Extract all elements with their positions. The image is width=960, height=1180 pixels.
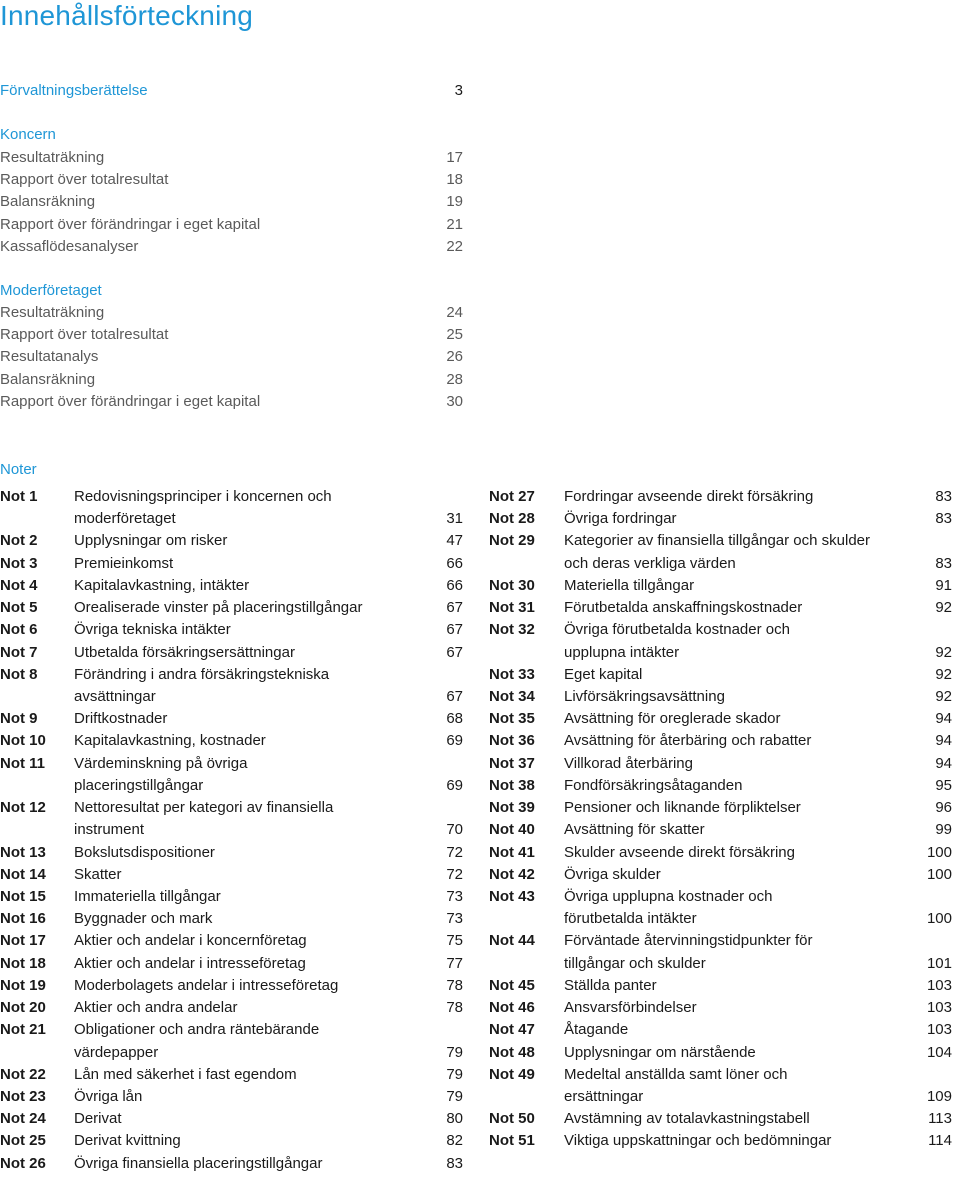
note-page: 94 bbox=[935, 710, 952, 728]
note-page: 91 bbox=[935, 576, 952, 594]
note-number: Not 41 bbox=[489, 843, 535, 861]
note-title-cont[interactable]: tillgångar och skulder bbox=[564, 954, 706, 972]
note-number: Not 13 bbox=[0, 843, 46, 861]
note-title[interactable]: Övriga skulder bbox=[564, 865, 661, 883]
note-number: Not 50 bbox=[489, 1110, 535, 1128]
note-number: Not 24 bbox=[0, 1110, 46, 1128]
toc-forvaltning-page: 3 bbox=[454, 82, 463, 99]
toc-item-page: 25 bbox=[446, 326, 463, 344]
note-title[interactable]: Kapitalavkastning, intäkter bbox=[74, 576, 250, 594]
note-title[interactable]: Livförsäkringsavsättning bbox=[564, 687, 725, 705]
note-page: 75 bbox=[446, 932, 463, 950]
note-title[interactable]: Övriga upplupna kostnader och bbox=[564, 887, 773, 905]
section-heading-moder: Moderföretaget bbox=[0, 282, 102, 299]
note-number: Not 11 bbox=[0, 754, 46, 772]
note-title[interactable]: Premieinkomst bbox=[74, 554, 174, 572]
toc-item-label[interactable]: Balansräkning bbox=[0, 193, 96, 211]
note-number: Not 43 bbox=[489, 887, 535, 905]
toc-item-label[interactable]: Rapport över förändringar i eget kapital bbox=[0, 215, 261, 233]
note-number: Not 40 bbox=[489, 821, 535, 839]
note-title[interactable]: Moderbolagets andelar i intresseföretag bbox=[74, 976, 339, 994]
note-title[interactable]: Förväntade återvinningstidpunkter för bbox=[564, 932, 813, 950]
note-title[interactable]: Aktier och andra andelar bbox=[74, 999, 238, 1017]
note-title-cont[interactable]: ersättningar bbox=[564, 1087, 644, 1105]
note-number: Not 23 bbox=[0, 1087, 46, 1105]
note-page: 100 bbox=[926, 910, 952, 928]
note-page: 94 bbox=[935, 732, 952, 750]
note-title[interactable]: Redovisningsprinciper i koncernen och bbox=[74, 488, 332, 505]
note-number: Not 34 bbox=[489, 687, 535, 705]
section-heading-noter: Noter bbox=[0, 461, 37, 478]
note-title[interactable]: Avsättning för skatter bbox=[564, 821, 705, 839]
note-number: Not 6 bbox=[0, 621, 38, 639]
note-page: 95 bbox=[935, 776, 952, 794]
note-title[interactable]: Avstämning av totalavkastningstabell bbox=[564, 1110, 810, 1128]
note-title[interactable]: Övriga finansiella placeringstillgångar bbox=[74, 1154, 323, 1172]
note-page: 92 bbox=[935, 599, 952, 617]
note-title[interactable]: Nettoresultat per kategori av finansiella bbox=[74, 799, 334, 817]
note-number: Not 39 bbox=[489, 799, 535, 817]
note-number: Not 29 bbox=[489, 532, 535, 550]
note-number: Not 32 bbox=[489, 621, 535, 639]
note-number: Not 9 bbox=[0, 710, 38, 728]
toc-item-label[interactable]: Kassaflödesanalyser bbox=[0, 237, 139, 255]
note-page: 83 bbox=[446, 1154, 463, 1172]
note-title[interactable]: Eget kapital bbox=[564, 665, 643, 683]
note-page: 68 bbox=[446, 710, 463, 728]
note-number: Not 30 bbox=[489, 576, 535, 594]
toc-item-page: 30 bbox=[446, 392, 463, 410]
note-title[interactable]: Förändring i andra försäkringstekniska bbox=[74, 665, 330, 683]
note-title[interactable]: Övriga fordringar bbox=[564, 510, 677, 528]
note-page: 99 bbox=[935, 821, 952, 839]
note-page: 82 bbox=[446, 1132, 463, 1150]
note-number: Not 19 bbox=[0, 976, 46, 994]
note-number: Not 20 bbox=[0, 999, 46, 1017]
note-page: 78 bbox=[446, 976, 463, 994]
note-number: Not 45 bbox=[489, 976, 535, 994]
note-page: 92 bbox=[935, 687, 952, 705]
toc-item-label[interactable]: Resultaträkning bbox=[0, 149, 105, 166]
note-title[interactable]: Medeltal anställda samt löner och bbox=[564, 1065, 788, 1083]
note-page: 109 bbox=[926, 1087, 952, 1105]
page-title: Innehållsförteckning bbox=[0, 0, 254, 31]
toc-item-label[interactable]: Balansräkning bbox=[0, 370, 96, 388]
note-number: Not 15 bbox=[0, 887, 46, 905]
note-title[interactable]: Byggnader och mark bbox=[74, 910, 213, 928]
toc-item-label[interactable]: Rapport över totalresultat bbox=[0, 326, 169, 344]
note-page: 100 bbox=[926, 843, 952, 861]
note-number: Not 2 bbox=[0, 532, 38, 550]
note-page: 79 bbox=[446, 1087, 463, 1105]
note-title[interactable]: Upplysningar om närstående bbox=[564, 1043, 756, 1061]
note-number: Not 21 bbox=[0, 1021, 46, 1039]
toc-item-label[interactable]: Resultatanalys bbox=[0, 348, 99, 366]
note-title[interactable]: Kapitalavkastning, kostnader bbox=[74, 732, 266, 750]
note-number: Not 12 bbox=[0, 799, 46, 817]
toc-item-page: 21 bbox=[446, 215, 463, 233]
note-title[interactable]: Viktiga uppskattningar och bedömningar bbox=[564, 1132, 832, 1150]
note-page: 79 bbox=[446, 1065, 463, 1083]
note-page: 72 bbox=[446, 843, 463, 861]
note-number: Not 14 bbox=[0, 865, 46, 883]
note-page: 100 bbox=[926, 865, 952, 883]
note-page: 67 bbox=[446, 643, 463, 661]
note-title[interactable]: Avsättning för oreglerade skador bbox=[564, 710, 781, 728]
note-title[interactable]: Skulder avseende direkt försäkring bbox=[564, 843, 795, 861]
note-number: Not 33 bbox=[489, 665, 535, 683]
toc-item-page: 28 bbox=[446, 370, 463, 388]
note-page: 67 bbox=[446, 599, 463, 617]
note-title[interactable]: Immateriella tillgångar bbox=[74, 887, 221, 905]
toc-item-page: 17 bbox=[446, 149, 463, 166]
note-number: Not 17 bbox=[0, 932, 46, 950]
note-page: 67 bbox=[446, 687, 463, 705]
note-title[interactable]: Lån med säkerhet i fast egendom bbox=[74, 1065, 297, 1083]
note-number: Not 44 bbox=[489, 932, 535, 950]
toc-forvaltning-label[interactable]: Förvaltningsberättelse bbox=[0, 82, 148, 99]
note-title-cont[interactable]: moderföretaget bbox=[74, 510, 176, 528]
note-page: 113 bbox=[928, 1110, 952, 1128]
note-title[interactable]: Värdeminskning på övriga bbox=[74, 754, 248, 772]
note-number: Not 18 bbox=[0, 954, 46, 972]
note-number: Not 16 bbox=[0, 910, 46, 928]
note-number: Not 38 bbox=[489, 776, 535, 794]
toc-item-page: 26 bbox=[446, 348, 463, 366]
note-number: Not 31 bbox=[489, 599, 535, 617]
note-title-cont[interactable]: instrument bbox=[74, 821, 145, 839]
note-title[interactable]: Övriga förutbetalda kostnader och bbox=[564, 621, 790, 639]
note-number: Not 35 bbox=[489, 710, 535, 728]
note-title[interactable]: Obligationer och andra räntebärande bbox=[74, 1021, 320, 1039]
note-page: 66 bbox=[446, 554, 463, 572]
note-title[interactable]: Utbetalda försäkringsersättningar bbox=[74, 643, 295, 661]
note-title[interactable]: Ställda panter bbox=[564, 976, 657, 994]
note-title[interactable]: Övriga tekniska intäkter bbox=[74, 621, 231, 639]
note-title[interactable]: Bokslutsdispositioner bbox=[74, 843, 215, 861]
note-number: Not 26 bbox=[0, 1154, 46, 1172]
note-title[interactable]: Kategorier av finansiella tillgångar och skulder bbox=[564, 532, 871, 550]
note-page: 78 bbox=[446, 999, 463, 1017]
note-title[interactable]: Skatter bbox=[74, 865, 122, 883]
note-number: Not 22 bbox=[0, 1065, 46, 1083]
note-page: 96 bbox=[935, 799, 952, 817]
note-number: Not 37 bbox=[489, 754, 535, 772]
note-number: Not 42 bbox=[489, 865, 535, 883]
note-page: 79 bbox=[446, 1043, 463, 1061]
note-page: 94 bbox=[935, 754, 952, 772]
toc-item-label[interactable]: Resultaträkning bbox=[0, 304, 105, 321]
note-page: 114 bbox=[928, 1132, 952, 1150]
toc-item-page: 19 bbox=[446, 193, 463, 211]
note-title[interactable]: Driftkostnader bbox=[74, 710, 168, 728]
note-number: Not 48 bbox=[489, 1043, 535, 1061]
note-number: Not 10 bbox=[0, 732, 46, 750]
note-title[interactable]: Villkorad återbäring bbox=[564, 754, 693, 772]
note-title[interactable]: Förutbetalda anskaffningskostnader bbox=[564, 599, 803, 617]
note-page: 83 bbox=[935, 554, 952, 572]
note-title-cont[interactable]: värdepapper bbox=[74, 1043, 159, 1061]
note-page: 92 bbox=[935, 643, 952, 661]
note-page: 83 bbox=[935, 510, 952, 528]
note-page: 80 bbox=[446, 1110, 463, 1128]
note-page: 69 bbox=[446, 776, 463, 794]
note-title[interactable]: Fordringar avseende direkt försäkring bbox=[564, 488, 814, 505]
note-number: Not 25 bbox=[0, 1132, 46, 1150]
note-page: 73 bbox=[446, 910, 463, 928]
note-number: Not 4 bbox=[0, 576, 38, 594]
note-page: 101 bbox=[926, 954, 952, 972]
toc-item-label[interactable]: Rapport över totalresultat bbox=[0, 171, 169, 189]
note-number: Not 46 bbox=[489, 999, 535, 1017]
note-title[interactable]: Pensioner och liknande förpliktelser bbox=[564, 799, 801, 817]
note-title[interactable]: Materiella tillgångar bbox=[564, 576, 695, 594]
note-title-cont[interactable]: förutbetalda intäkter bbox=[564, 910, 697, 928]
note-title-cont[interactable]: och deras verkliga värden bbox=[564, 554, 736, 572]
toc-item-page: 18 bbox=[446, 171, 463, 189]
note-title[interactable]: Aktier och andelar i koncernföretag bbox=[74, 932, 307, 950]
note-page: 103 bbox=[926, 976, 952, 994]
note-title[interactable]: Åtagande bbox=[564, 1021, 629, 1039]
note-title[interactable]: Upplysningar om risker bbox=[74, 532, 228, 550]
note-number: Not 36 bbox=[489, 732, 535, 750]
note-title[interactable]: Derivat kvittning bbox=[74, 1132, 181, 1150]
note-title[interactable]: Avsättning för återbäring och rabatter bbox=[564, 732, 812, 750]
note-number: Not 8 bbox=[0, 665, 38, 683]
toc-item-page: 22 bbox=[446, 237, 463, 255]
note-page: 104 bbox=[926, 1043, 952, 1061]
note-number: Not 1 bbox=[0, 488, 38, 505]
note-page: 69 bbox=[446, 732, 463, 750]
note-title-cont[interactable]: avsättningar bbox=[74, 687, 156, 705]
note-page: 66 bbox=[446, 576, 463, 594]
note-page: 77 bbox=[446, 954, 463, 972]
note-number: Not 5 bbox=[0, 599, 38, 617]
note-title[interactable]: Orealiserade vinster på placeringstillgångar bbox=[74, 599, 363, 617]
toc-item-label[interactable]: Rapport över förändringar i eget kapital bbox=[0, 392, 261, 410]
note-page: 92 bbox=[935, 665, 952, 683]
note-page: 103 bbox=[926, 999, 952, 1017]
note-title[interactable]: Fondförsäkringsåtaganden bbox=[564, 776, 743, 794]
note-number: Not 7 bbox=[0, 643, 38, 661]
note-number: Not 3 bbox=[0, 554, 38, 572]
note-title[interactable]: Derivat bbox=[74, 1110, 122, 1128]
note-page: 83 bbox=[935, 488, 952, 505]
note-title[interactable]: Övriga lån bbox=[74, 1087, 143, 1105]
note-page: 47 bbox=[446, 532, 463, 550]
note-page: 67 bbox=[446, 621, 463, 639]
note-number: Not 28 bbox=[489, 510, 535, 528]
note-page: 31 bbox=[446, 510, 463, 528]
note-title-cont[interactable]: placeringstillgångar bbox=[74, 776, 204, 794]
note-page: 70 bbox=[446, 821, 463, 839]
note-title-cont[interactable]: upplupna intäkter bbox=[564, 643, 680, 661]
note-number: Not 51 bbox=[489, 1132, 535, 1150]
note-title[interactable]: Ansvarsförbindelser bbox=[564, 999, 697, 1017]
section-heading-koncern: Koncern bbox=[0, 126, 56, 143]
toc-item-page: 24 bbox=[446, 304, 463, 321]
note-number: Not 27 bbox=[489, 488, 535, 505]
note-number: Not 47 bbox=[489, 1021, 535, 1039]
note-page: 72 bbox=[446, 865, 463, 883]
note-page: 103 bbox=[926, 1021, 952, 1039]
note-page: 73 bbox=[446, 887, 463, 905]
note-number: Not 49 bbox=[489, 1065, 535, 1083]
note-title[interactable]: Aktier och andelar i intresseföretag bbox=[74, 954, 306, 972]
